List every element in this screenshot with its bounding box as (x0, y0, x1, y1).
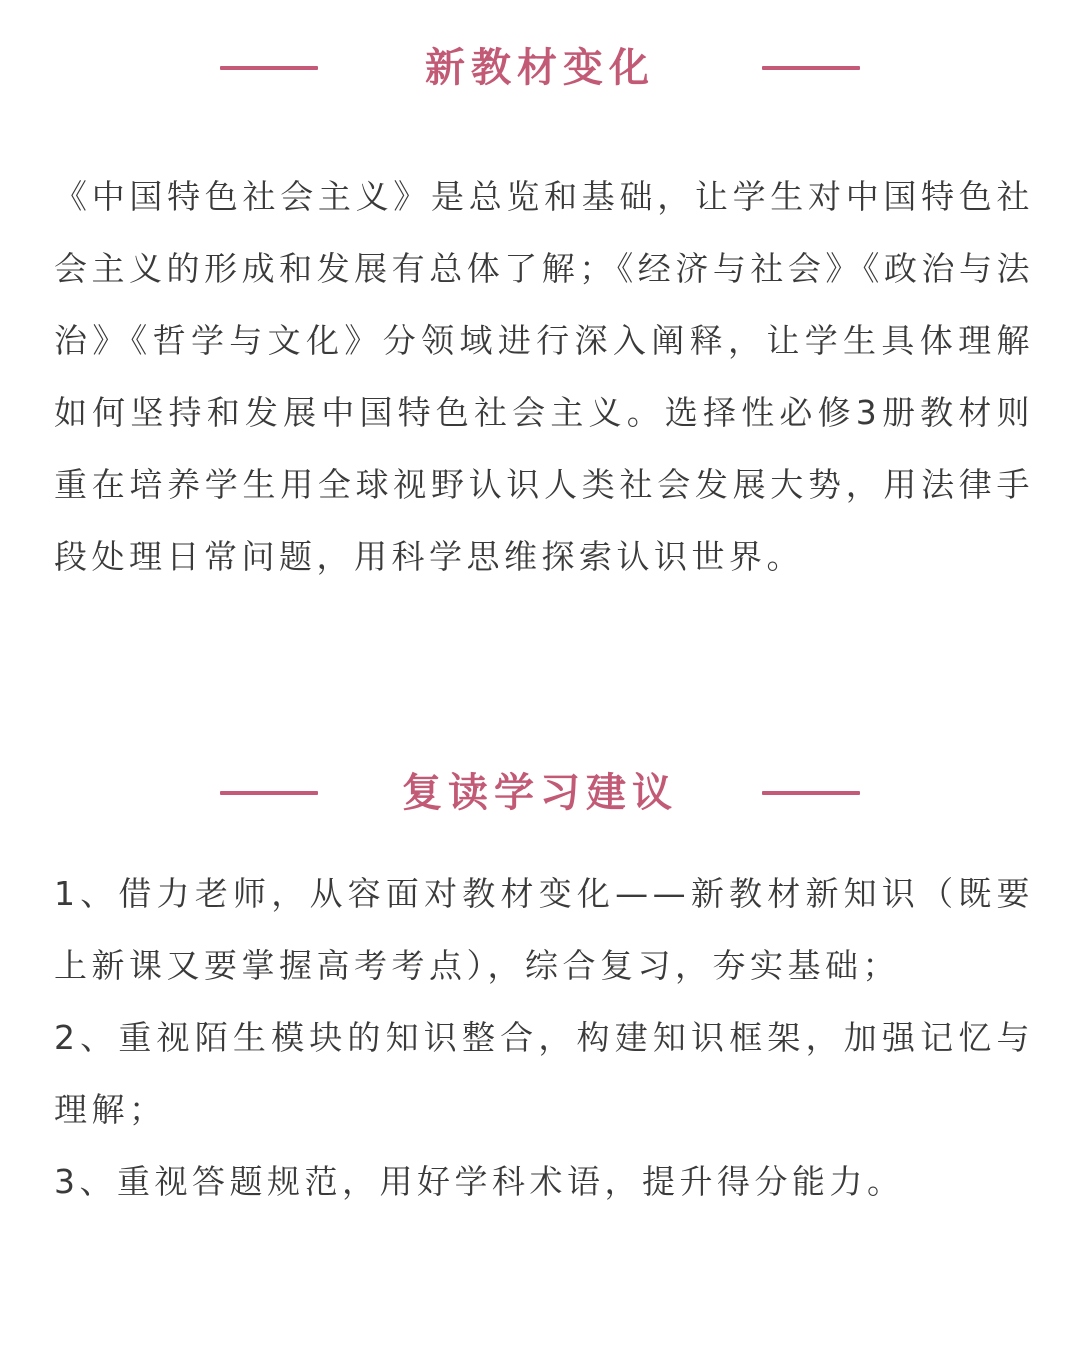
header-rule-left (220, 66, 318, 70)
header-rule-left (220, 791, 318, 795)
section-title: 新教材变化 (425, 44, 655, 91)
section-header-study-suggestions (0, 763, 1080, 823)
study-suggestions-list (54, 858, 1034, 1218)
section-header-new-textbook-changes (0, 38, 1080, 98)
section-title: 复读学习建议 (402, 769, 678, 816)
header-rule-right (762, 66, 860, 70)
list-item: 2、重视陌生模块的知识整合，构建知识框架，加强记忆与理解； (54, 1018, 1034, 1129)
list-item: 1、借力老师，从容面对教材变化——新教材新知识（既要上新课又要掌握高考考点），综合复习，夯实基础； (54, 874, 1034, 985)
header-rule-right (762, 791, 860, 795)
textbook-changes-paragraph: 《中国特色社会主义》是总览和基础，让学生对中国特色社会主义的形成和发展有总体了解；《经济与社会》《政治与法治》《哲学与文化》分领域进行深入阐释，让学生具体理解如何坚持和发展中国特色社会主义。选择性必修3册教材则重在培养学生用全球视野认识人类社会发展大势，用法律手段处理日常问题，用科学思维探索认识世界。 (54, 177, 1034, 576)
list-item: 3、重视答题规范，用好学科术语，提升得分能力。 (54, 1162, 905, 1201)
